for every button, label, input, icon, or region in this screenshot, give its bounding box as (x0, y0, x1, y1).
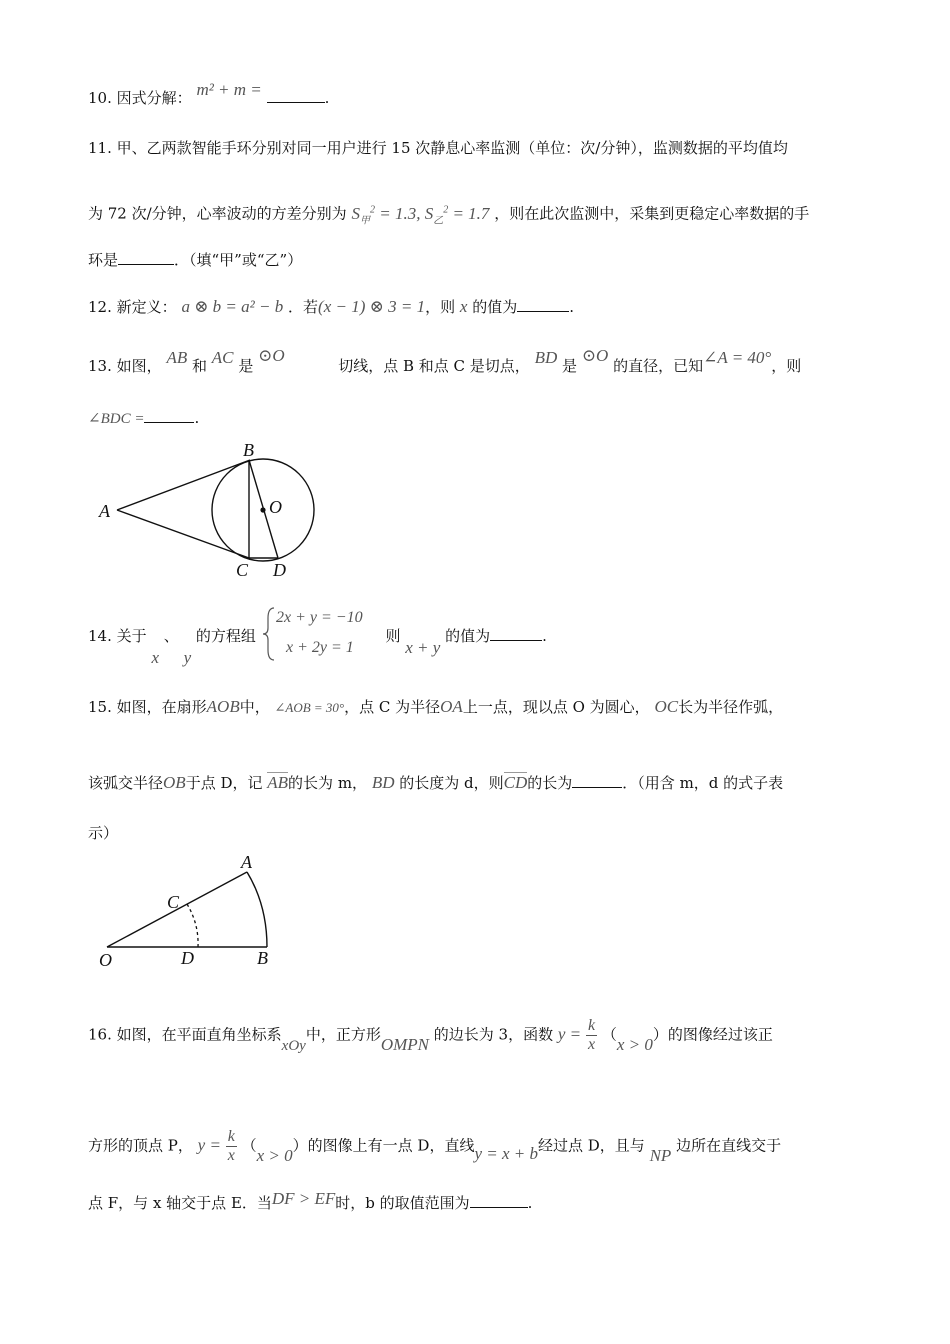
q16-text-3a: 点 F，与 x 轴交于点 E．当 (88, 1194, 272, 1212)
q15-line1 (88, 697, 783, 718)
side-NP: NP (649, 1145, 672, 1165)
label-C: C (167, 892, 180, 912)
sector-AOB: AOB (206, 697, 240, 716)
q14-end: . (542, 627, 547, 645)
arc-AB-shape (247, 872, 267, 947)
label-A: A (99, 501, 110, 521)
q13-line1 (88, 346, 802, 376)
equation-1: 2x + y = −10 (276, 609, 363, 626)
q14-sep: 、 (163, 627, 179, 645)
q12 (88, 297, 574, 317)
q16-text-1a: 如图，在平面直角坐标系 (116, 1025, 282, 1044)
q14-var-y: y (183, 648, 192, 667)
q11-text-3a: 环是 (88, 251, 119, 269)
q13-text-c: 的直径，已知 (613, 357, 704, 375)
q15-text-1d: 上一点，现以点 O 为圆心， (462, 698, 650, 716)
arc-CD: CD (503, 773, 528, 792)
q16-end: . (527, 1194, 533, 1212)
label-B: B (243, 440, 254, 460)
equation-2: x + 2y = 1 (286, 639, 354, 656)
q15-text-2c: 的长为 m， (288, 774, 368, 792)
answer-blank[interactable] (517, 297, 569, 312)
q16-text-3b: 时，b 的取值范围为 (335, 1194, 470, 1212)
q15-text-2e: 的长为 (527, 774, 573, 792)
arc-CD-shape (187, 904, 198, 947)
answer-blank[interactable] (118, 250, 174, 265)
segment-AB: AB (166, 348, 188, 367)
q12-text-b: ．若 (288, 298, 319, 316)
q13-and: 和 (192, 357, 208, 375)
q16-line2 (88, 1128, 781, 1165)
q16-text-1d: ）的图像经过该正 (652, 1025, 773, 1044)
tangent-AC (117, 510, 249, 558)
q16-line3 (88, 1189, 533, 1213)
q14-text-b: 的方程组 (195, 627, 256, 645)
q10-end: . (324, 89, 330, 107)
q14-text-c: 则 (385, 627, 401, 645)
q13-text-a: 如图， (116, 357, 162, 375)
angle-BDC: ∠BDC = (88, 411, 145, 427)
tangent-AB (117, 460, 250, 510)
label-D: D (273, 560, 286, 580)
label-O: O (269, 497, 282, 517)
denominator: x (587, 1036, 596, 1053)
label-B: B (257, 948, 268, 968)
fraction-k-over-x-2 (226, 1128, 237, 1165)
question-number: 13. (88, 357, 112, 375)
paren-open: （ (601, 1025, 617, 1044)
numerator: k (227, 1128, 235, 1145)
radius-OB: OB (163, 773, 186, 792)
q15-text-1a: 如图，在扇形 (116, 698, 207, 716)
q13-text-b: 切线，点 B 和点 C 是切点， (338, 357, 530, 375)
label-O: O (99, 950, 112, 970)
label-C: C (236, 560, 249, 580)
question-number: 10. (88, 89, 112, 107)
q10-expr: m² + m = (196, 80, 262, 99)
q11-text-1: 甲、乙两款智能手环分别对同一用户进行 15 次静息心率监测（单位：次/分钟），监测数据的平均值均 (116, 139, 788, 157)
answer-blank[interactable] (267, 88, 325, 103)
q12-var: x (459, 297, 468, 316)
q13-is2: 是 (562, 357, 578, 375)
q11-text-2b: ，则在此次监测中，采集到更稳定心率数据的手 (494, 204, 810, 223)
condition-2: x > 0 (256, 1145, 293, 1165)
variance-expr: $S_甲^2 = 1.3$, $S_乙^2 = 1.7$ (351, 203, 490, 227)
inequality: DF > EF (271, 1189, 336, 1208)
segment-BD: BD (534, 348, 558, 367)
answer-blank[interactable] (572, 773, 622, 788)
q11-line2 (88, 200, 809, 231)
denominator: x (227, 1147, 235, 1164)
q11-text-2a: 为 72 次/分钟，心率波动的方差分别为 (88, 204, 347, 223)
q14-var-x: x (151, 648, 159, 667)
q15-text-3: 示） (88, 824, 119, 842)
q13-end: . (194, 409, 200, 427)
answer-blank[interactable] (490, 626, 542, 641)
q10 (88, 80, 330, 108)
q15-text-2b: 于点 D，记 (185, 774, 263, 792)
figure-13 (95, 440, 335, 580)
center-O (260, 507, 265, 512)
answer-blank[interactable] (470, 1193, 528, 1208)
brace (263, 608, 274, 660)
q11-line1 (88, 138, 788, 158)
q14-text-d: 的值为 (445, 627, 491, 645)
radius-OC: OC (654, 697, 679, 716)
q15-text-2d: 的长度为 d，则 (399, 774, 504, 792)
q15-text-1c: ，点 C 为半径 (344, 698, 441, 716)
answer-blank[interactable] (144, 408, 194, 423)
q15-text-2f: ．（用含 m，d 的式子表 (622, 774, 784, 792)
q16-text-1c: 的边长为 3，函数 (433, 1025, 554, 1044)
square-OMPN: OMPN (380, 1034, 429, 1054)
q15-line2 (88, 773, 783, 793)
paren-open: （ (241, 1136, 257, 1155)
numerator: k (587, 1017, 596, 1034)
q15-text-2a: 该弧交半径 (88, 774, 164, 792)
q12-equation: (x − 1) ⊗ 3 = 1 (318, 297, 426, 316)
q16-text-1b: 中，正方形 (305, 1025, 381, 1044)
q15-text-1e: 长为半径作弧， (678, 698, 784, 716)
segment-BD-15: BD (371, 773, 395, 792)
q12-text-d: 的值为 (472, 298, 518, 316)
q13-line2 (88, 408, 199, 429)
question-number: 14. (88, 627, 112, 645)
q12-text-c: ，则 (425, 298, 456, 316)
arc-AB: AB (267, 773, 289, 792)
q16-text-2a: 方形的顶点 P， (88, 1136, 193, 1155)
function-lhs: y = (557, 1024, 582, 1044)
segment-AC: AC (211, 348, 234, 367)
condition: x > 0 (616, 1034, 653, 1054)
q15-line3 (88, 823, 118, 843)
question-number: 15. (88, 698, 112, 716)
q13-text-d: ，则 (771, 357, 802, 375)
q14-text-a: 关于 (116, 627, 147, 645)
q11-line3 (88, 250, 302, 270)
q12-end: . (569, 298, 575, 316)
q12-text-a: 新定义： (116, 298, 177, 316)
question-number: 12. (88, 298, 112, 316)
figure-15 (95, 850, 295, 970)
fraction-k-over-x (586, 1017, 597, 1054)
circle-O-2: ⊙O (581, 346, 609, 365)
q10-text: 因式分解： (116, 89, 192, 107)
q15-text-1b: 中， (239, 698, 270, 716)
question-number: 16. (88, 1025, 112, 1044)
question-number: 11. (88, 139, 112, 157)
q12-definition: a ⊗ b = a² − b (181, 297, 284, 316)
q13-is: 是 (238, 357, 254, 375)
angle-AOB: ∠AOB = 30° (274, 700, 345, 715)
q11-text-3b: ．（填“甲”或“乙”） (174, 251, 303, 269)
q16-text-2d: 边所在直线交于 (676, 1136, 782, 1155)
radius-OA: OA (440, 697, 463, 716)
q16-text-2c: 经过点 D，且与 (538, 1136, 645, 1155)
circle-O: ⊙O (258, 346, 285, 365)
q16-text-2b: ）的图像上有一点 D，直线 (292, 1136, 475, 1155)
function-lhs-2: y = (197, 1135, 221, 1155)
equation-system (264, 604, 384, 664)
coordinate-system: xOy (281, 1037, 306, 1054)
label-A: A (241, 852, 252, 872)
q14-sum: x + y (405, 638, 441, 657)
angle-A: ∠A = 40° (703, 348, 772, 367)
label-D: D (181, 948, 194, 968)
q16-line1 (88, 1017, 773, 1054)
line-equation: y = x + b (474, 1143, 538, 1163)
